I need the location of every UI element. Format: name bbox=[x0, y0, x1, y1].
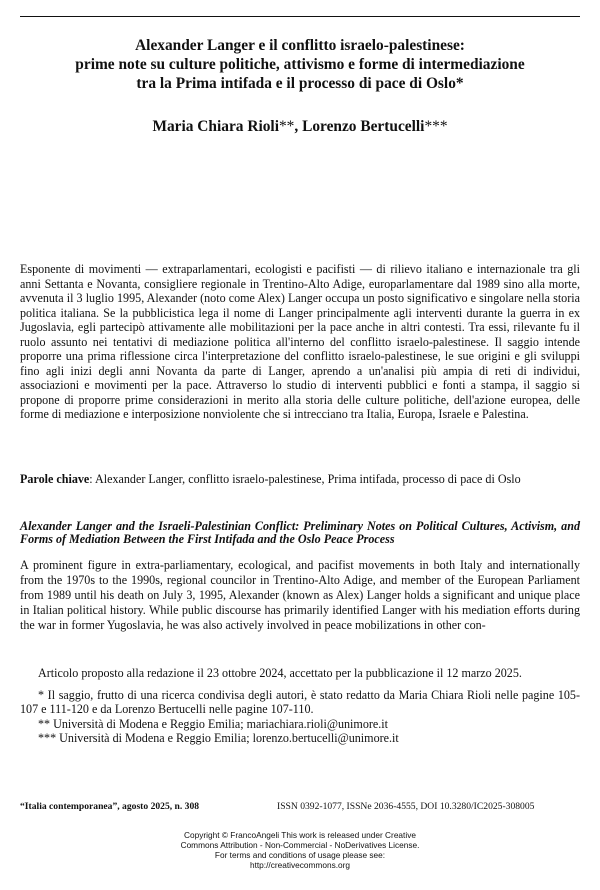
keywords bbox=[20, 472, 580, 487]
title-line: Alexander Langer e il conflitto israelo-palestinese: bbox=[135, 37, 465, 54]
copyright-notice bbox=[20, 830, 580, 870]
top-rule bbox=[20, 16, 580, 17]
abstract-english: A prominent figure in extra-parliamentary, ecological, and pacifist movements in both Italy and internationally from the 1970s to the 1990s, regional councilor in Trentino-Alto Adige, and member of the European Parliament from 1989 until his death on July 3, 1995, Alexander (known as Alex) Langer holds a significant and unique place in Italian political history. While public discourse has primarily identified Langer with his mediation efforts during the war in former Yugoslavia, he was also actively involved in peace mobilizations in other con- bbox=[20, 558, 580, 632]
journal-citation: “Italia contemporanea”, agosto 2025, n. 308 bbox=[20, 801, 200, 812]
footnote: *** Università di Modena e Reggio Emilia; lorenzo.bertucelli@unimore.it bbox=[38, 731, 399, 745]
copyright-link[interactable]: http://creativecommons.org bbox=[249, 860, 351, 870]
footnote: ** Università di Modena e Reggio Emilia; mariachiara.rioli@unimore.it bbox=[38, 716, 389, 731]
author-footnote-mark: *** bbox=[424, 118, 448, 135]
copyright-line: Commons Attribution - Non-Commercial - NoDerivatives License. bbox=[180, 840, 420, 850]
author-footnote-mark: ** bbox=[278, 118, 295, 135]
copyright-line: Copyright © FrancoAngeli This work is released under Creative bbox=[184, 830, 416, 840]
keywords-label: Parole chiave bbox=[20, 472, 90, 486]
journal-footer bbox=[20, 801, 580, 813]
title-line: tra la Prima intifada e il processo di pace di Oslo* bbox=[136, 75, 464, 92]
authors bbox=[20, 117, 580, 136]
author-name: Lorenzo Bertucelli bbox=[302, 118, 425, 135]
author-separator: , bbox=[294, 118, 303, 135]
article-title bbox=[20, 36, 580, 93]
english-title: Alexander Langer and the Israeli-Palestinian Conflict: Preliminary Notes on Political Cultures, Activism, and Forms of Mediation Between the First Intifada and the Oslo Peace Process bbox=[20, 519, 580, 546]
title-line: prime note su culture politiche, attivismo e forme di intermediazione bbox=[75, 56, 525, 73]
keywords-text: : Alexander Langer, conflitto israelo-palestinese, Prima intifada, processo di pace di Oslo bbox=[89, 472, 521, 486]
copyright-line: For terms and conditions of usage please see: bbox=[214, 850, 386, 860]
footnote: * Il saggio, frutto di una ricerca condivisa degli autori, è stato redatto da Maria Chiara Rioli nelle pagine 105-107 e 111-120 e da Lorenzo Bertucelli nelle pagine 107-110. bbox=[20, 687, 580, 716]
submission-note: Articolo proposto alla redazione il 23 ottobre 2024, accettato per la pubblicazione il 12 marzo 2025. bbox=[38, 666, 522, 680]
abstract-italian: Esponente di movimenti — extraparlamentari, ecologisti e pacifisti — di rilievo italiano e internazionale tra gli anni Settanta e Novanta, consigliere regionale in Trentino-Alto Adige, europarlamentare dal 1989 sino alla morte, avvenuta il 3 luglio 1995, Alexander (noto come Alex) Langer occupa un posto significativo e singolare nella storia politica italiana. Se la pubblicistica lega il nome di Langer principalmente agli interventi durante la guerra in ex Jugoslavia, egli partecipò attivamente alle mobilitazioni per la pace anche in altri contesti. Tra essi, rilevante fu il ruolo assunto nei tentativi di mediazione politica all'interno del conflitto israelo-palestinese. Il saggio intende proporre una prima riflessione circa l'interpretazione del conflitto israelo-palestinese, le sue origini e gli sviluppi fino agli inizi degli anni Novanta da parte di Langer, aprendo a un'analisi più ampia di reti di individui, associazioni e movimenti per la pace. Attraverso lo studio di interventi pubblici e fonti a stampa, il saggio si propone di proporre prime considerazioni in merito alla storia delle culture politiche, dell'azione europea, delle forme di mediazione e interposizione nonviolente che si intrecciano tra Italia, Europa, Israele e Palestina. bbox=[20, 262, 580, 422]
footnotes bbox=[20, 666, 580, 746]
issn-doi: ISSN 0392-1077, ISSNe 2036-4555, DOI 10.3280/IC2025-308005 bbox=[277, 801, 535, 812]
author-name: Maria Chiara Rioli bbox=[152, 118, 279, 135]
